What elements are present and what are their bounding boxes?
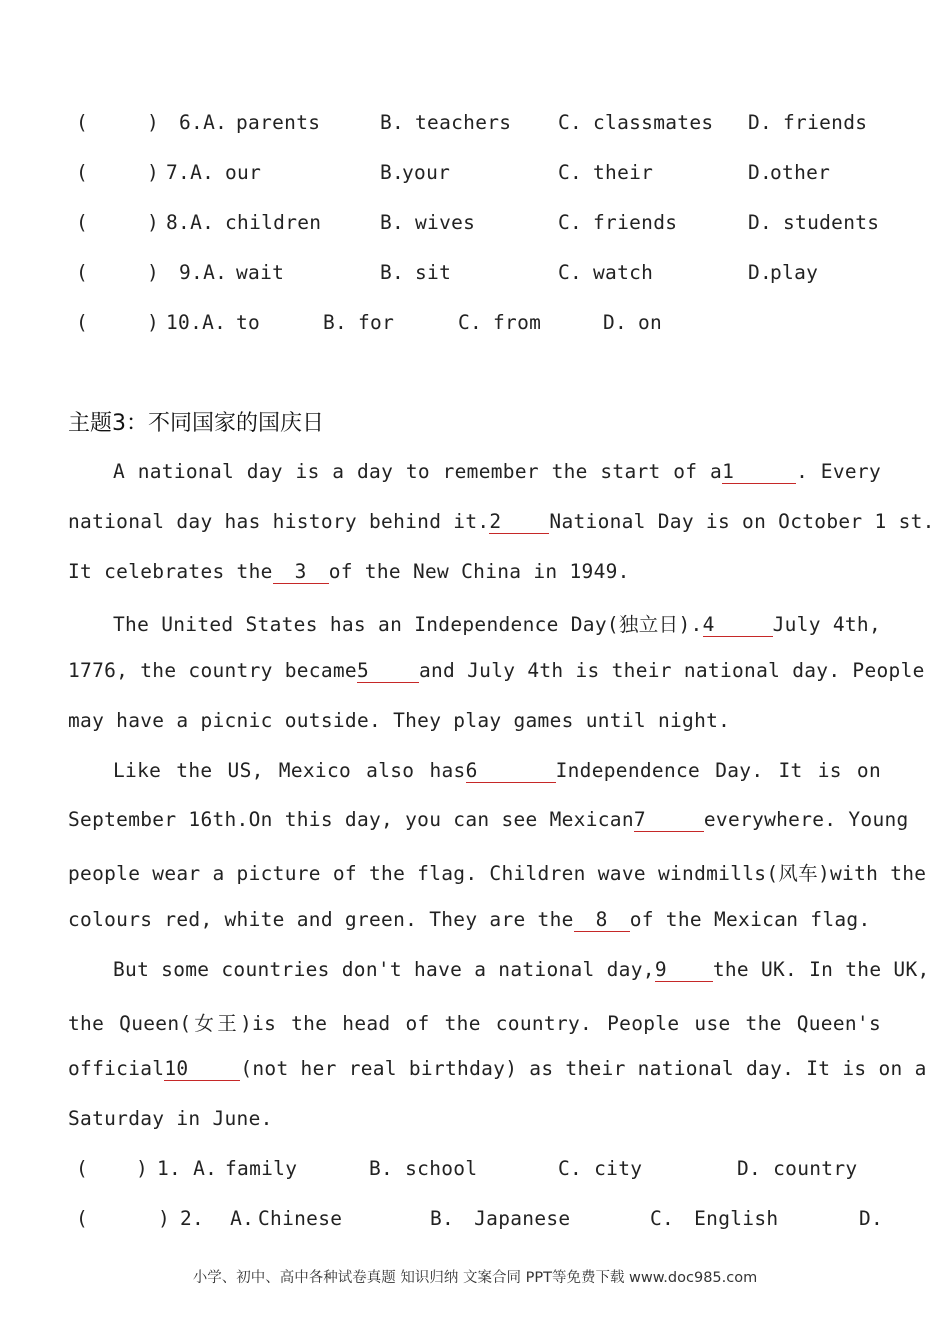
question-number: 6.A. [179,111,228,134]
option-c-letter: C. [558,211,583,234]
option-d: on [638,311,663,334]
answer-paren-open: ( [76,311,89,334]
answer-paren-close: ) [147,111,160,134]
option-d-letter: D. [748,111,773,134]
answer-paren-close: ) [147,211,160,234]
passage-line: Saturday in June. [68,1107,273,1130]
option-d: friends [783,111,868,134]
option-c-letter: C. [558,161,583,184]
blank-5: 5 [357,660,419,683]
option-d-letter: D. [748,211,773,234]
blank-2: 2 [489,511,549,534]
passage-line: may have a picnic outside. They play games until night. [68,709,731,732]
passage-line: September 16th.On this day, you can see Mexican7 everywhere. Young [68,808,909,831]
option-b: sit [415,261,452,284]
answer-paren-close: ) [147,261,160,284]
option-a: wait [236,261,285,284]
option-d: D. [859,1207,884,1230]
passage-line: colours red, white and green. They are the 8 of the Mexican flag. [68,908,871,931]
answer-paren-close: ) [158,1207,171,1230]
question-number: 2. A. [180,1207,255,1230]
option-c: C. city [558,1157,643,1180]
option-a: to [236,311,261,334]
option-b-letter: B. [380,211,405,234]
option-c: C. English [650,1207,779,1230]
question-number: 1. A. [157,1157,218,1180]
option-b-letter: B. [380,111,405,134]
blank-10: 10 [164,1058,240,1081]
answer-paren-open: ( [76,1157,89,1180]
option-d-letter: D. [603,311,628,334]
blank-7: 7 [634,809,704,832]
passage-line: The United States has an Independence Day(独立日).4 July 4th, [113,613,881,636]
blank-3: 3 [273,561,329,584]
option-d: D. country [737,1157,858,1180]
option-b-letter: B. [380,261,405,284]
option-a: children [225,211,322,234]
option-d-letter: D. [748,161,773,184]
option-b: B. school [369,1157,478,1180]
blank-4: 4 [703,614,773,637]
blank-6: 6 [466,760,556,783]
answer-paren-close: ) [147,161,160,184]
passage-line: But some countries don't have a national day,9 the UK. In the UK, [113,958,930,981]
answer-paren-open: ( [76,1207,89,1230]
option-a: family [225,1157,298,1180]
question-number: 9.A. [179,261,228,284]
passage-line: people wear a picture of the flag. Children wave windmills(风车)with the [68,862,927,885]
passage-line: Like the US, Mexico also has6 Independence Day. It is on [113,759,882,782]
option-c-letter: C. [558,261,583,284]
blank-9: 9 [655,959,713,982]
option-d: play [770,261,819,284]
passage-line: 1776, the country became5 and July 4th is their national day. People [68,659,925,682]
option-c: from [493,311,542,334]
answer-paren-close: ) [147,311,160,334]
answer-paren-close: ) [136,1157,149,1180]
passage-line: official10 (not her real birthday) as their national day. It is on a [68,1057,927,1080]
option-b-letter: B. [323,311,348,334]
question-number: 10.A. [166,311,227,334]
passage-line: the Queen(女王)is the head of the country. People use the Queen's [68,1012,881,1035]
option-c: friends [593,211,678,234]
option-c-letter: C. [558,111,583,134]
option-c-letter: C. [458,311,483,334]
footer-text: 小学、初中、高中各种试卷真题 知识归纳 文案合同 PPT等免费下载 www.doc985.com [192,1270,758,1286]
question-number: 8.A. [166,211,215,234]
blank-8: 8 [574,909,630,932]
answer-paren-open: ( [76,261,89,284]
question-number: 7.A. [166,161,215,184]
option-c: their [593,161,654,184]
option-c: classmates [593,111,714,134]
option-a: Chinese [258,1207,343,1230]
option-d-letter: D. [748,261,773,284]
option-a: parents [236,111,321,134]
option-b-letter: B. [380,161,405,184]
option-c: watch [593,261,654,284]
passage-line: national day has history behind it.2 National Day is on October 1 st. [68,510,935,533]
answer-paren-open: ( [76,111,89,134]
option-b: for [358,311,395,334]
answer-paren-open: ( [76,211,89,234]
section-heading: 主题3：不同国家的国庆日 [68,411,324,436]
option-b: teachers [415,111,512,134]
passage-line: It celebrates the 3 of the New China in 1949. [68,560,630,583]
option-d: other [770,161,831,184]
option-d: students [783,211,880,234]
option-b: wives [415,211,476,234]
passage-line: A national day is a day to remember the start of a1 . Every [113,460,882,483]
answer-paren-open: ( [76,161,89,184]
option-a: our [225,161,262,184]
option-b: B. Japanese [430,1207,571,1230]
option-b: your [402,161,451,184]
blank-1: 1 [722,461,796,484]
